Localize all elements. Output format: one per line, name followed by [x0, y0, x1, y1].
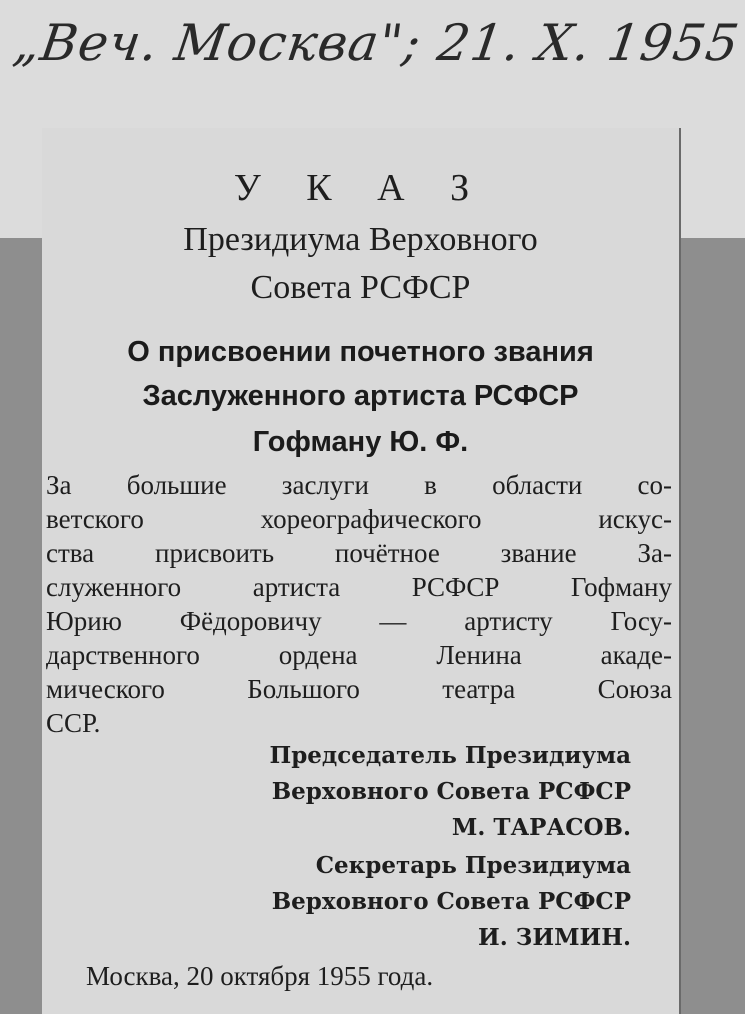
- body-line: мического Большого театра Союза: [46, 674, 672, 704]
- signature-block-secretary: [272, 848, 631, 956]
- issuer-line-2: Совета РСФСР: [250, 269, 471, 306]
- decree-title: У К А З: [233, 167, 488, 209]
- body-line: Юрию Фёдоровичу — артисту Госу-: [46, 606, 672, 636]
- signatory-title: Председатель Президиума: [269, 742, 631, 769]
- body-line: ССР.: [46, 708, 101, 738]
- headline-line-1: О присвоении почетного звания: [127, 336, 594, 368]
- place-and-date: Москва, 20 октября 1955 года.: [86, 961, 434, 991]
- headline-line-3: Гофману Ю. Ф.: [252, 426, 469, 458]
- headline-line-2: Заслуженного артиста РСФСР: [142, 380, 579, 412]
- newspaper-clipping: [42, 128, 679, 1014]
- body-line: дарственного ордена Ленина акаде-: [46, 640, 672, 670]
- signatory-title: Верховного Совета РСФСР: [271, 888, 631, 915]
- signatory-title: Верховного Совета РСФСР: [271, 778, 631, 805]
- body-line: За большие заслуги в области со-: [46, 470, 672, 500]
- signatory-name: М. ТАРАСОВ.: [451, 814, 631, 841]
- body-line: служенного артиста РСФСР Гофману: [46, 572, 672, 602]
- signature-block-chairman: [269, 738, 631, 846]
- signatory-title: Секретарь Президиума: [315, 852, 631, 879]
- decree-body: [46, 468, 672, 740]
- signatory-name: И. ЗИМИН.: [478, 924, 631, 951]
- handwritten-annotation: „Веч. Москва"; 21. X. 1955: [9, 14, 744, 72]
- body-line: ства присвоить почётное звание За-: [46, 538, 672, 568]
- issuer-line-1: Президиума Верховного: [183, 221, 538, 258]
- body-line: ветского хореографического искус-: [46, 504, 672, 534]
